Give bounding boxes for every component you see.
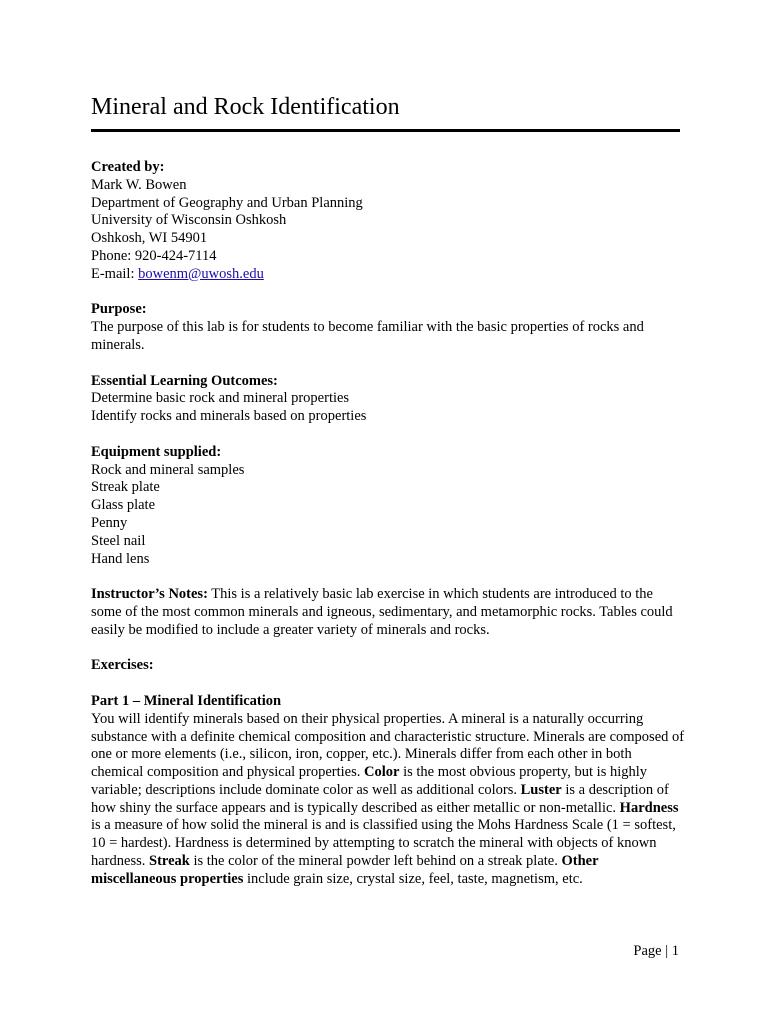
term-streak: Streak [149,853,190,870]
term-luster: Luster [520,781,562,798]
part1-text-segment: is the color of the mineral powder left behind on a streak plate. [189,853,562,870]
author-university: University of Wisconsin Oshkosh [91,212,287,229]
equipment-item: Glass plate [91,497,156,514]
equipment-item: Streak plate [91,479,160,496]
instructor-notes-text: This is a relatively basic lab exercise in which students are introduced to the some of the most common minerals and igneous, sedimentary, and metamorphic rocks. Tables could easily be modified to include a greater variety of minerals and rocks. [91,586,673,638]
term-color: Color [364,764,400,781]
title-rule [91,129,680,132]
outcome-item: Identify rocks and minerals based on properties [91,408,367,425]
part1-text-segment: is the most obvious property, but is highly variable; descriptions include dominate color as well as additional colors. [91,764,648,798]
author-name: Mark W. Bowen [91,176,187,193]
term-hardness: Hardness [619,799,679,816]
outcome-item: Determine basic rock and mineral properties [91,390,350,407]
document-body [91,159,686,889]
equipment-item: Rock and mineral samples [91,461,245,478]
purpose-heading: Purpose: [91,301,147,318]
part1-heading: Part 1 – Mineral Identification [91,692,282,709]
author-phone: Phone: 920-424-7114 [91,247,217,264]
equipment-item: Steel nail [91,532,146,549]
instructor-notes [91,586,686,639]
outcomes-heading: Essential Learning Outcomes: [91,372,278,389]
part1-text-segment: include grain size, crystal size, feel, taste, magnetism, etc. [243,870,583,887]
author-address: Oshkosh, WI 54901 [91,230,208,247]
part1-text-segment: You will identify minerals based on their physical properties. A mineral is a naturally occurring substance with a definite chemical composition and characteristic structure. Minerals are composed of one or more elements (i.e., silicon, iron, copper, etc.). Minerals differ from each other in both chemical composition and physical properties. [91,710,685,781]
term-misc-properties: Other miscellaneous properties [91,853,599,887]
instructor-notes-heading: Instructor’s Notes: [91,586,208,603]
document-title: Mineral and Rock Identification [91,94,400,120]
author-email-line [91,266,686,284]
part1-text-segment: is a description of how shiny the surface appears and is typically described as either metallic or non-metallic. [91,781,669,816]
equipment-heading: Equipment supplied: [91,443,222,460]
email-link[interactable]: bowenm@uwosh.edu [138,265,264,282]
page-number: Page | 1 [633,943,679,959]
part1-text [91,711,686,889]
document-page [91,0,686,1024]
equipment-item: Penny [91,514,128,531]
equipment-item: Hand lens [91,550,150,567]
email-label: E-mail: [91,265,139,282]
part1-text-segment: is a measure of how solid the mineral is and is classified using the Mohs Hardness Scale (1 = softest, 10 = hardest). Hardness is determined by attempting to scratch the mineral with objects of known hardness. [91,817,676,870]
created-by-heading: Created by: [91,159,165,175]
author-department: Department of Geography and Urban Planning [91,194,363,211]
exercises-heading: Exercises: [91,657,154,674]
purpose-text: The purpose of this lab is for students to become familiar with the basic properties of rocks and minerals. [91,319,644,353]
